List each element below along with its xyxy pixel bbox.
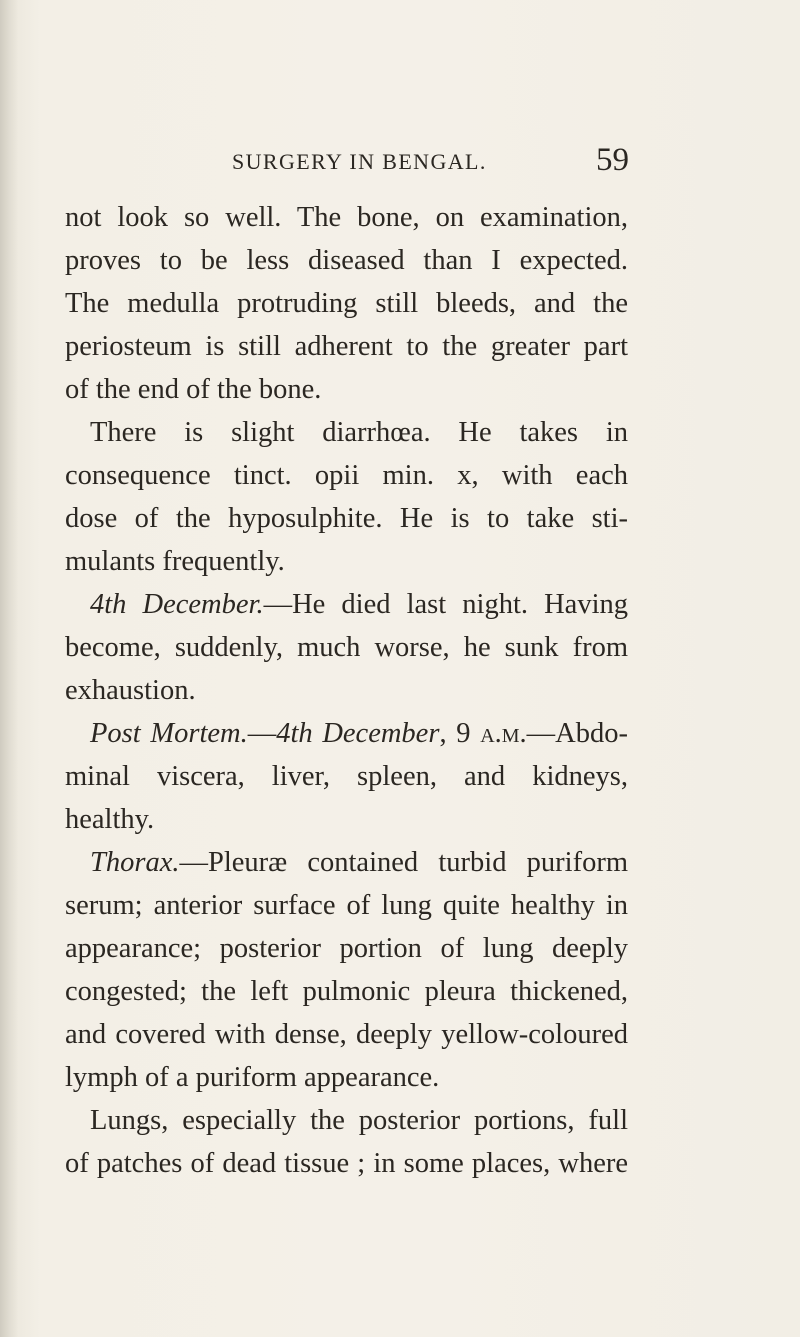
text-line: [90, 585, 628, 625]
entry-date: 4th December: [276, 718, 440, 749]
text-line: dose of the hyposulphite. He is to take sti-: [65, 503, 628, 534]
text-line: proves to be less diseased than I expected.: [65, 245, 628, 276]
page-number: 59: [596, 142, 629, 178]
text-line: of patches of dead tissue ; in some places, where: [65, 1148, 628, 1179]
entry-text: —He died last night. Having: [263, 589, 628, 620]
text-line: congested; the left pulmonic pleura thickened,: [65, 976, 628, 1007]
text-line: consequence tinct. opii min. x, with each: [65, 460, 628, 491]
text-line: [90, 714, 628, 754]
text-line: of the end of the bone.: [65, 374, 322, 405]
section-heading-post-mortem: Post Mortem.: [90, 718, 248, 749]
text-line: Lungs, especially the posterior portions, full: [90, 1105, 628, 1136]
text-line: and covered with dense, deeply yellow-coloured: [65, 1019, 628, 1050]
text-line: appearance; posterior portion of lung deeply: [65, 933, 628, 964]
dash: —: [247, 718, 277, 749]
entry-text: —Pleuræ contained turbid puriform: [179, 847, 628, 878]
section-heading-thorax: Thorax.: [90, 847, 180, 878]
entry-date: 4th December.: [90, 589, 264, 620]
text-line: exhaustion.: [65, 675, 196, 706]
text-line: not look so well. The bone, on examination,: [65, 202, 628, 233]
text-line: The medulla protruding still bleeds, and the: [65, 288, 628, 319]
entry-time: a.m.: [480, 718, 527, 749]
entry-text: —Abdo-: [526, 718, 628, 749]
entry-text: , 9: [439, 718, 481, 749]
running-head-title: SURGERY IN BENGAL.: [232, 149, 487, 174]
text-line: There is slight diarrhœa. He takes in: [90, 417, 628, 448]
text-line: become, suddenly, much worse, he sunk from: [65, 632, 628, 663]
text-line: minal viscera, liver, spleen, and kidneys,: [65, 761, 628, 792]
text-line: periosteum is still adherent to the greater part: [65, 331, 628, 362]
text-line: [90, 843, 628, 883]
text-line: lymph of a puriform appearance.: [65, 1062, 440, 1093]
text-line: serum; anterior surface of lung quite healthy in: [65, 890, 628, 921]
text-line: mulants frequently.: [65, 546, 285, 577]
text-line: healthy.: [65, 804, 155, 835]
